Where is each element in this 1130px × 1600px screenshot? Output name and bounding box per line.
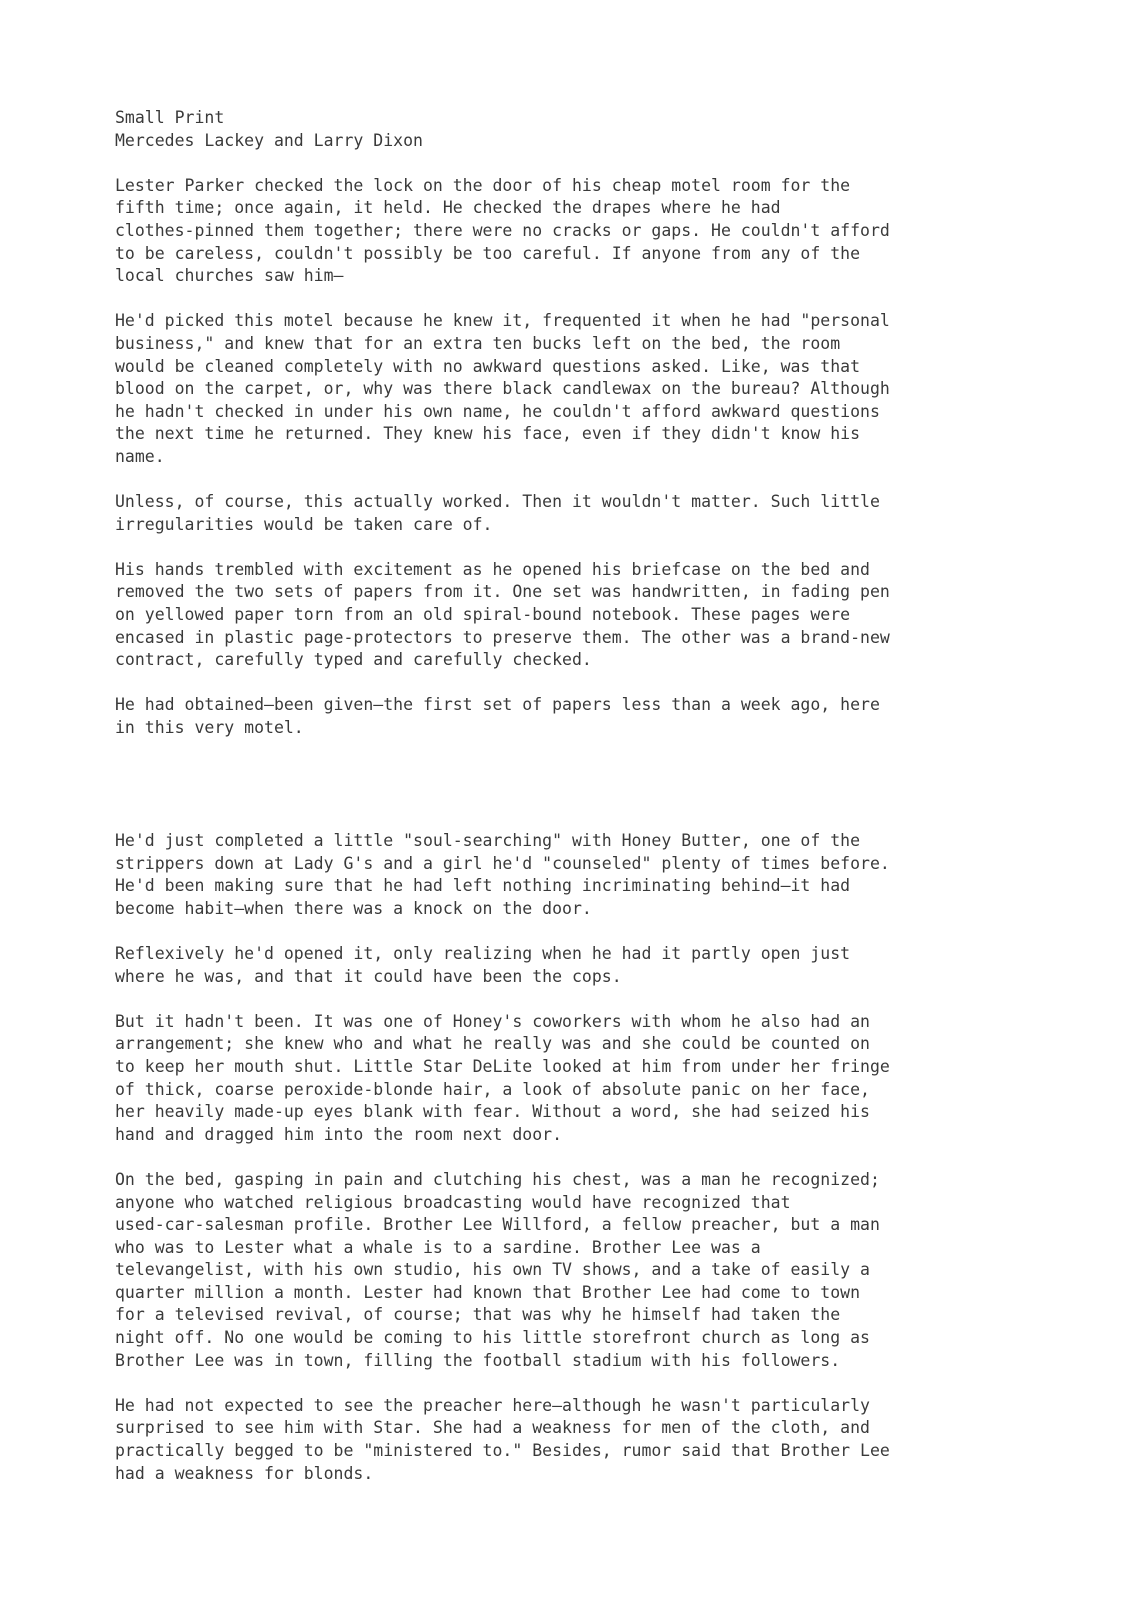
section-before-break xyxy=(115,175,1015,740)
paragraph-line: business," and knew that for an extra ten bucks left on the bed, the room xyxy=(115,333,841,353)
paragraph-line: On the bed, gasping in pain and clutching his chest, was a man he recognized; xyxy=(115,1169,880,1189)
paragraph-line: of thick, coarse peroxide-blonde hair, a look of absolute panic on her face, xyxy=(115,1079,870,1099)
document-body xyxy=(115,107,1015,1508)
paragraph-line: on yellowed paper torn from an old spiral-bound notebook. These pages were xyxy=(115,605,851,625)
paragraph-line: surprised to see him with Star. She had a weakness for men of the cloth, and xyxy=(115,1418,870,1438)
paragraph-line: to be careless, couldn't possibly be too careful. If anyone from any of the xyxy=(115,243,861,263)
paragraph-line: He had obtained—been given—the first set of papers less than a week ago, here xyxy=(115,695,880,715)
paragraph-line: hand and dragged him into the room next door. xyxy=(115,1124,563,1144)
paragraph xyxy=(115,1169,1015,1372)
paragraph-line: fifth time; once again, it held. He checked the drapes where he had xyxy=(115,198,781,218)
paragraph-line: He'd been making sure that he had left nothing incriminating behind—it had xyxy=(115,876,851,896)
paragraph-line: name. xyxy=(115,446,165,466)
paragraph-line: Unless, of course, this actually worked. Then it wouldn't matter. Such little xyxy=(115,492,880,512)
paragraph-line: He'd just completed a little "soul-searching" with Honey Butter, one of the xyxy=(115,831,861,851)
paragraph xyxy=(115,830,1015,920)
paragraph-line: He'd picked this motel because he knew it, frequented it when he had "personal xyxy=(115,311,890,331)
paragraph-line: Lester Parker checked the lock on the door of his cheap motel room for the xyxy=(115,175,851,195)
paragraph-line: strippers down at Lady G's and a girl he'd "counseled" plenty of times before. xyxy=(115,853,890,873)
paragraph xyxy=(115,175,1015,288)
paragraph-line: televangelist, with his own studio, his own TV shows, and a take of easily a xyxy=(115,1260,870,1280)
paragraph-line: irregularities would be taken care of. xyxy=(115,514,493,534)
paragraph-line: had a weakness for blonds. xyxy=(115,1463,374,1483)
paragraph-line: He had not expected to see the preacher here—although he wasn't particularly xyxy=(115,1395,870,1415)
paragraph-line: arrangement; she knew who and what he really was and she could be counted on xyxy=(115,1034,870,1054)
paragraph-line: night off. No one would be coming to his little storefront church as long as xyxy=(115,1328,870,1348)
paragraph-line: used-car-salesman profile. Brother Lee Willford, a fellow preacher, but a man xyxy=(115,1215,880,1235)
paragraph-line: where he was, and that it could have been the cops. xyxy=(115,966,622,986)
paragraph-line: would be cleaned completely with no awkward questions asked. Like, was that xyxy=(115,356,861,376)
paragraph xyxy=(115,310,1015,468)
paragraph-line: anyone who watched religious broadcasting would have recognized that xyxy=(115,1192,791,1212)
paragraph-line: Reflexively he'd opened it, only realizing when he had it partly open just xyxy=(115,943,851,963)
paragraph-line: for a televised revival, of course; that was why he himself had taken the xyxy=(115,1305,841,1325)
paragraph-line: to keep her mouth shut. Little Star DeLite looked at him from under her fringe xyxy=(115,1056,890,1076)
paragraph xyxy=(115,1395,1015,1485)
paragraph-line: Brother Lee was in town, filling the football stadium with his followers. xyxy=(115,1350,841,1370)
paragraph-line: encased in plastic page-protectors to preserve them. The other was a brand-new xyxy=(115,627,890,647)
paragraph xyxy=(115,559,1015,672)
paragraph-line: who was to Lester what a whale is to a sardine. Brother Lee was a xyxy=(115,1237,761,1257)
paragraph xyxy=(115,491,1015,536)
paragraph-line: blood on the carpet, or, why was there black candlewax on the bureau? Although xyxy=(115,379,890,399)
document-title: Small Print xyxy=(115,108,225,127)
paragraph-line: removed the two sets of papers from it. One set was handwritten, in fading pen xyxy=(115,582,890,602)
paragraph-line: But it hadn't been. It was one of Honey's coworkers with whom he also had an xyxy=(115,1011,870,1031)
paragraph-line: practically begged to be "ministered to." Besides, rumor said that Brother Lee xyxy=(115,1441,890,1461)
paragraph-line: clothes-pinned them together; there were no cracks or gaps. He couldn't afford xyxy=(115,220,890,240)
document-authors: Mercedes Lackey and Larry Dixon xyxy=(115,130,423,150)
paragraph xyxy=(115,943,1015,988)
paragraph-line: the next time he returned. They knew his face, even if they didn't know his xyxy=(115,424,861,444)
paragraph xyxy=(115,694,1015,739)
paragraph-line: her heavily made-up eyes blank with fear. Without a word, she had seized his xyxy=(115,1102,870,1122)
paragraph-line: local churches saw him— xyxy=(115,266,344,286)
paragraph xyxy=(115,1011,1015,1147)
paragraph-line: His hands trembled with excitement as he opened his briefcase on the bed and xyxy=(115,559,870,579)
document-header xyxy=(115,107,1015,152)
paragraph-line: become habit—when there was a knock on the door. xyxy=(115,898,592,918)
section-break xyxy=(115,762,1015,830)
paragraph-line: in this very motel. xyxy=(115,718,304,738)
paragraph-line: he hadn't checked in under his own name, he couldn't afford awkward questions xyxy=(115,401,880,421)
paragraph-line: contract, carefully typed and carefully checked. xyxy=(115,650,592,670)
section-after-break xyxy=(115,830,1015,1485)
paragraph-line: quarter million a month. Lester had known that Brother Lee had come to town xyxy=(115,1282,861,1302)
